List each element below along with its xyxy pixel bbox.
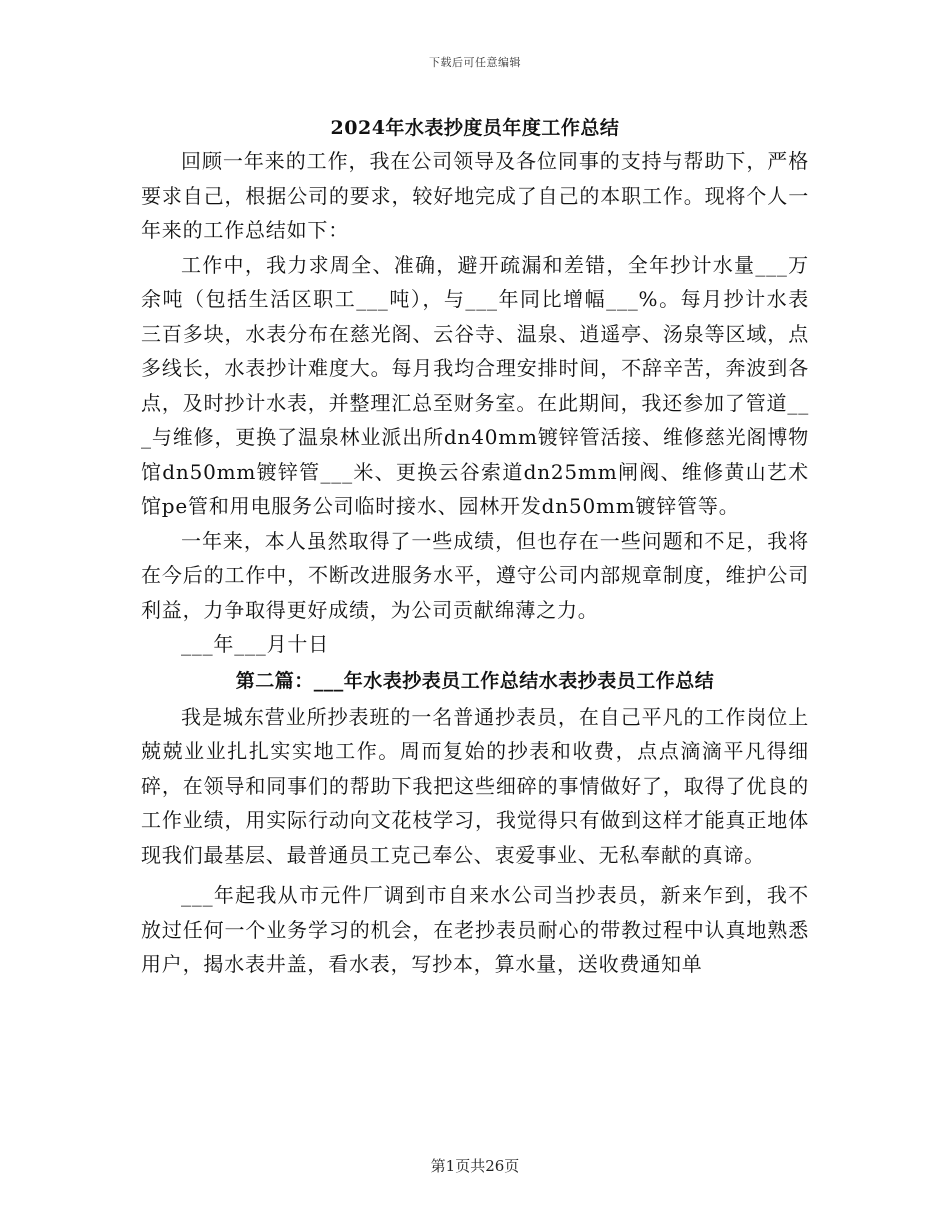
- paragraph-intro: 回顾一年来的工作，我在公司领导及各位同事的支持与帮助下，严格要求自己，根据公司的要求，较好地完成了自己的本职工作。现将个人一年来的工作总结如下：: [141, 149, 809, 242]
- document-body: [141, 112, 809, 982]
- paragraph-conclusion: 一年来，本人虽然取得了一些成绩，但也存在一些问题和不足，我将在今后的工作中，不断改进服务水平，遵守公司内部规章制度，维护公司利益，力争取得更好成绩，为公司贡献绵薄之力。: [141, 528, 809, 622]
- page-header-note: 下载后可任意编辑: [429, 56, 521, 69]
- paragraph-date: ___年___月十日: [181, 632, 329, 656]
- section-2-title: 第二篇：___年水表抄表员工作总结水表抄表员工作总结: [235, 669, 715, 692]
- paragraph-work-detail: 工作中，我力求周全、准确，避开疏漏和差错，全年抄计水量___万余吨（包括生活区职工___吨），与___年同比增幅___%。每月抄计水表三百多块，水表分布在慈光阁、云谷寺、温泉、逍遥亭、汤泉等区域，点多线长，水表抄计难度大。每月我均合理安排时间，不辞辛苦，奔波到各点，及时抄计水表，并整理汇总至财务室。在此期间，我还参加了管道___与维修，更换了温泉林业派出所dn40mm镀锌管活接、维修慈光阁博物馆dn50mm镀锌管___米、更换云谷索道dn25mm闸阀、维修黄山艺术馆pe管和用电服务公司临时接水、园林开发dn50mm镀锌管等。: [141, 252, 809, 518]
- page-footer-page-number: 第1页共26页: [430, 1157, 520, 1175]
- document-title: 2024年水表抄度员年度工作总结: [330, 117, 620, 139]
- section-2-paragraph-2: ___年起我从市元件厂调到市自来水公司当抄表员，新来乍到，我不放过任何一个业务学习的机会，在老抄表员耐心的带教过程中认真地熟悉用户，揭水表井盖，看水表，写抄本，算水量，送收费通知单: [141, 883, 809, 976]
- section-2-paragraph-1: 我是城东营业所抄表班的一名普通抄表员，在自己平凡的工作岗位上兢兢业业扎扎实实地工作。周而复始的抄表和收费，点点滴滴平凡得细碎，在领导和同事们的帮助下我把这些细碎的事情做好了，取得了优良的工作业绩，用实际行动向文花枝学习，我觉得只有做到这样才能真正地体现我们最基层、最普通员工克己奉公、衷爱事业、无私奉献的真谛。: [141, 704, 809, 867]
